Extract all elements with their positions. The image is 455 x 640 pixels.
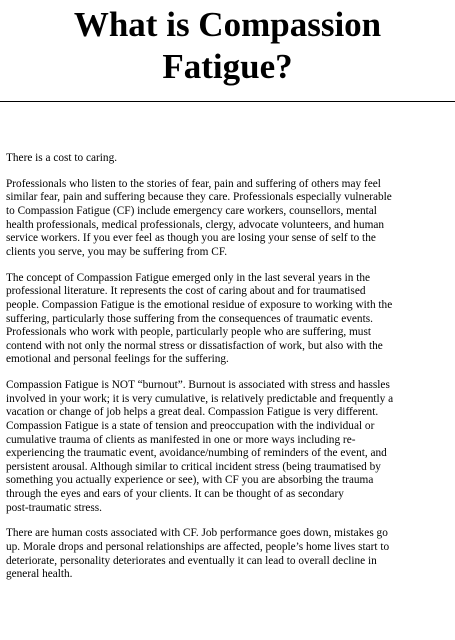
not-burnout-paragraph	[6, 379, 446, 515]
title-divider	[0, 101, 455, 102]
text-line: health professionals, medical professionals, clergy, advocate volunteers, and human	[6, 218, 385, 231]
human-costs-paragraph	[6, 527, 446, 581]
document-body	[6, 152, 446, 594]
title-line: Fatigue?	[162, 47, 293, 86]
title-line: What is Compassion	[73, 5, 382, 44]
concept-paragraph	[6, 272, 446, 367]
text-line: vacation or change of job helps a great deal. Compassion Fatigue is very different.	[6, 406, 379, 419]
text-line: deteriorate, personality deteriorates and eventually it can lead to overall decline in	[6, 554, 377, 567]
text-line: service workers. If you ever feel as though you are losing your sense of self to the	[6, 232, 376, 245]
text-line: persistent arousal. Although similar to critical incident stress (being traumatised by	[6, 460, 381, 473]
text-line: Professionals who work with people, particularly people who are suffering, must	[6, 326, 371, 339]
vulnerable-professionals-paragraph	[6, 178, 446, 260]
text-line: suffering, particularly those suffering from the consequences of traumatic events.	[6, 312, 373, 325]
text-line: clients you serve, you may be suffering from CF.	[6, 245, 228, 258]
intro-paragraph	[6, 152, 446, 166]
text-line: There are human costs associated with CF. Job performance goes down, mistakes go	[6, 527, 388, 540]
text-line: emotional and personal feelings for the suffering.	[6, 353, 229, 366]
text-line: involved in your work; it is very cumulative, is relatively predictable and frequently a	[6, 392, 394, 405]
text-line: through the eyes and ears of your clients. It can be thought of as secondary	[6, 487, 344, 500]
text-line: experiencing the traumatic event, avoidance/numbing of reminders of the event, and	[6, 447, 387, 460]
text-line: up. Morale drops and personal relationships are affected, people’s home lives start to	[6, 541, 390, 554]
text-line: something you actually experience or see), with CF you are absorbing the trauma	[6, 474, 374, 487]
text-line: similar fear, pain and suffering because they care. Professionals especially vulnerable	[6, 191, 392, 204]
text-line: Compassion Fatigue is NOT “burnout”. Burnout is associated with stress and hassles	[6, 379, 390, 392]
text-line: contend with not only the normal stress or dissatisfaction of work, but also with the	[6, 339, 383, 352]
page-title	[0, 4, 455, 88]
text-line: professional literature. It represents the cost of caring about and for traumatised	[6, 285, 366, 298]
text-line: cumulative trauma of clients as manifested in one or more ways including re-	[6, 433, 356, 446]
text-line: There is a cost to caring.	[6, 152, 118, 164]
text-line: people. Compassion Fatigue is the emotional residue of exposure to working with the	[6, 298, 393, 311]
text-line: post-traumatic stress.	[6, 501, 103, 514]
text-line: Compassion Fatigue is a state of tension and preoccupation with the individual or	[6, 419, 375, 432]
text-line: general health.	[6, 568, 73, 581]
text-line: to Compassion Fatigue (CF) include emergency care workers, counsellors, mental	[6, 205, 377, 218]
text-line: Professionals who listen to the stories of fear, pain and suffering of others may feel	[6, 177, 381, 190]
text-line: The concept of Compassion Fatigue emerged only in the last several years in the	[6, 271, 371, 284]
